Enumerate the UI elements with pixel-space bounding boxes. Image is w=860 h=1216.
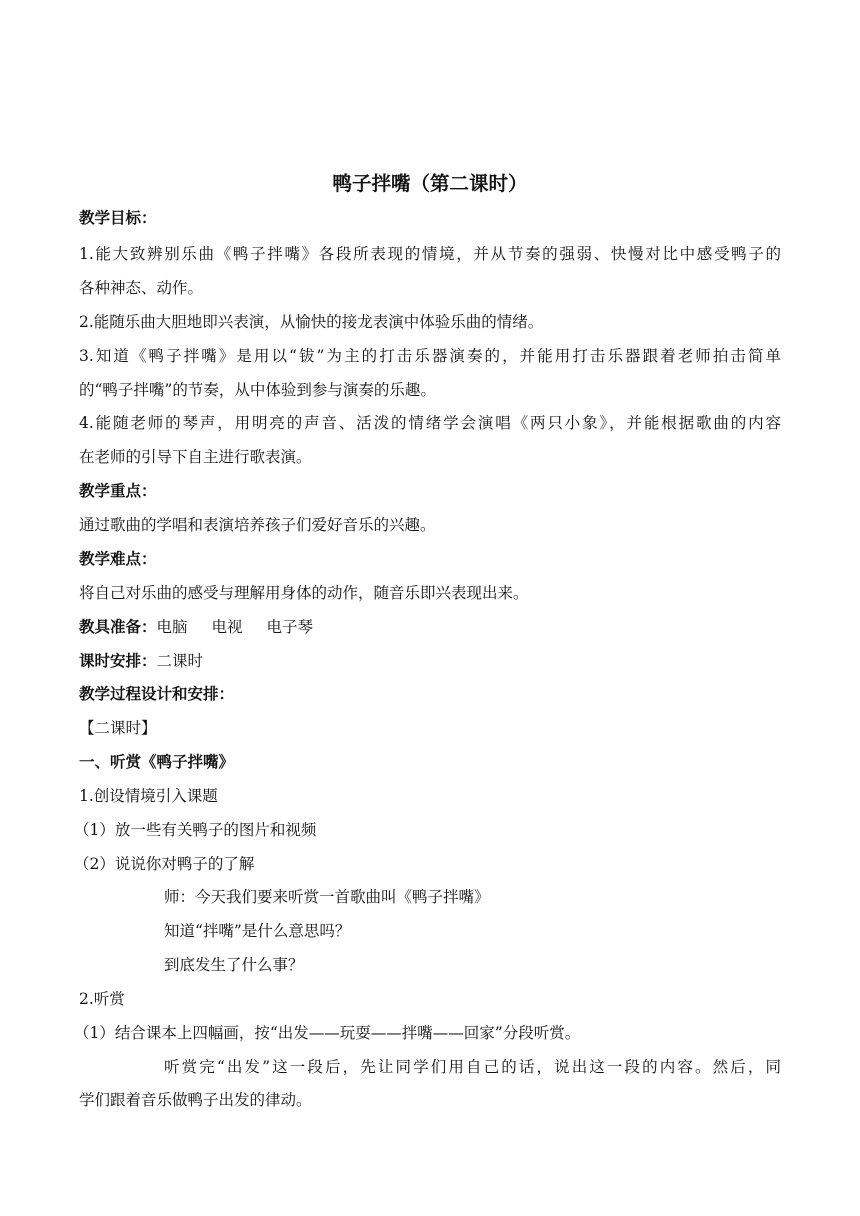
- goal-2: 2.能随乐曲大胆地即兴表演，从愉快的接龙表演中体验乐曲的情绪。: [79, 313, 544, 331]
- lesson-tag: 【二课时】: [79, 719, 157, 737]
- document-title: 鸭子拌嘴（第二课时）: [332, 172, 528, 195]
- paragraph-line-1: 听赏完“出发”这一段后，先让同学们用自己的话，说出这一段的内容。然后，同: [164, 1058, 781, 1076]
- tool-item: 电视: [211, 618, 243, 636]
- step-2: 2.听赏: [79, 990, 125, 1008]
- key-points-heading: 教学重点：: [79, 482, 157, 500]
- teacher-line-1: 师：今天我们要来听赏一首歌曲叫《鸭子拌嘴》: [164, 888, 490, 906]
- teacher-line-3: 到底发生了什么事？: [164, 956, 304, 974]
- tool-item: 电子琴: [266, 618, 314, 636]
- step-1-b: （2）说说你对鸭子的了解: [74, 855, 255, 873]
- step-1: 1.创设情境引入课题: [79, 787, 218, 805]
- teacher-line-2: 知道“拌嘴”是什么意思吗？: [164, 922, 351, 940]
- goal-3-line-2: 的“鸭子拌嘴”的节奏，从中体验到参与演奏的乐趣。: [79, 381, 436, 399]
- paragraph-line-2: 学们跟着音乐做鸭子出发的律动。: [79, 1091, 312, 1109]
- step-1-a: （1）放一些有关鸭子的图片和视频: [74, 821, 317, 839]
- key-points-text: 通过歌曲的学唱和表演培养孩子们爱好音乐的兴趣。: [79, 516, 436, 534]
- goal-1-line-2: 各种神态、动作。: [79, 279, 204, 297]
- schedule-value: 二课时: [156, 652, 204, 670]
- goal-1-line-1: 1.能大致辨别乐曲《鸭子拌嘴》各段所表现的情境，并从节奏的强弱、快慢对比中感受鸭子的: [79, 245, 781, 263]
- goals-heading: 教学目标：: [79, 209, 157, 227]
- difficulty-heading: 教学难点：: [79, 550, 157, 568]
- schedule-label: 课时安排：: [79, 652, 157, 670]
- goal-4-line-1: 4.能随老师的琴声，用明亮的声音、活泼的情绪学会演唱《两只小象》，并能根据歌曲的内容: [79, 414, 781, 432]
- schedule-line: [79, 651, 781, 671]
- goal-3-line-1: 3.知道《鸭子拌嘴》是用以“钹”为主的打击乐器演奏的，并能用打击乐器跟着老师拍击简单: [79, 347, 781, 365]
- difficulty-text: 将自己对乐曲的感受与理解用身体的动作，随音乐即兴表现出来。: [79, 584, 529, 602]
- tools-label: 教具准备：: [79, 618, 157, 636]
- section-1-heading: 一、听赏《鸭子拌嘴》: [79, 753, 235, 771]
- tools-line: [79, 617, 781, 637]
- step-2-a: （1）结合课本上四幅画，按“出发——玩耍——拌嘴——回家”分段听赏。: [74, 1024, 581, 1042]
- tool-item: 电脑: [156, 618, 188, 636]
- goal-4-line-2: 在老师的引导下自主进行歌表演。: [79, 448, 312, 466]
- process-heading: 教学过程设计和安排：: [79, 685, 235, 703]
